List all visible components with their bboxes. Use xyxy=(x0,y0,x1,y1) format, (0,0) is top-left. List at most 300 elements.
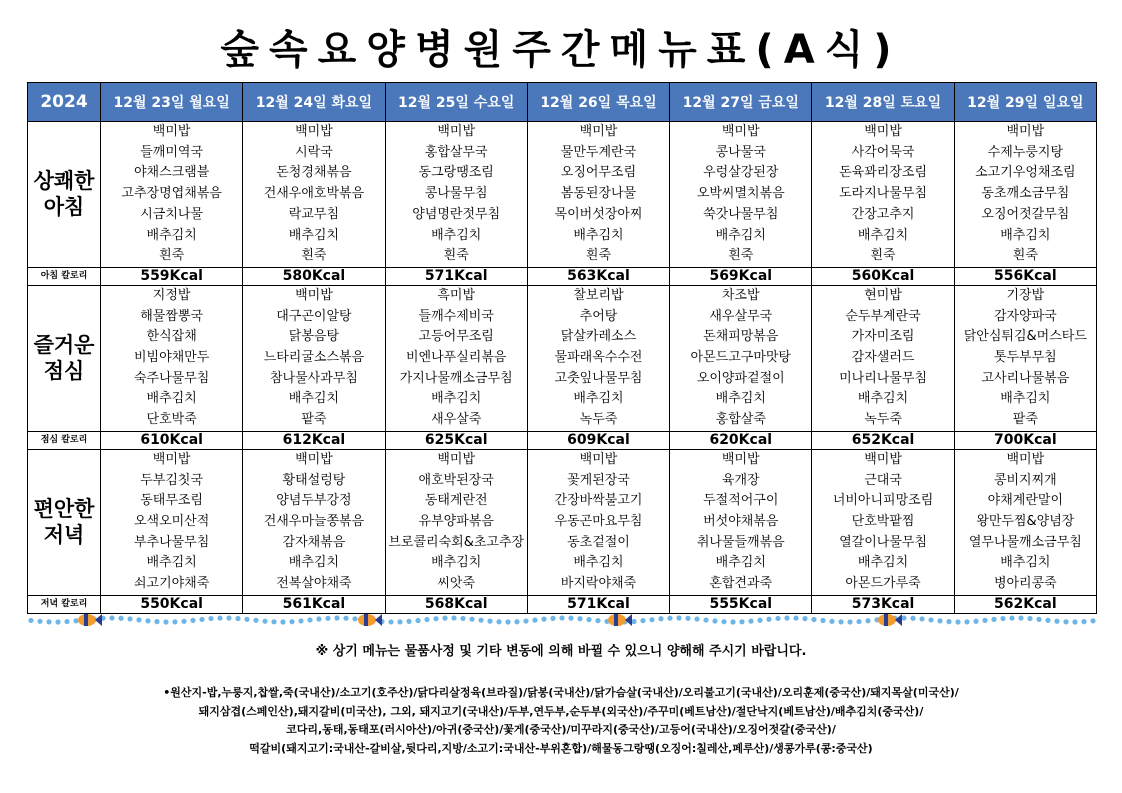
bubble-dot xyxy=(316,616,321,621)
dish-item: 닭안심튀김&머스타드 xyxy=(963,329,1087,345)
day-header: 12월 24일 화요일 xyxy=(243,83,385,122)
bubble-dot xyxy=(514,619,519,624)
bubble-dot xyxy=(541,617,546,622)
day-menu-cell xyxy=(101,449,243,595)
bubble-dot xyxy=(307,617,312,622)
bubble-dot xyxy=(154,619,159,624)
bubble-dot xyxy=(118,616,123,621)
dish-item: 흰죽 xyxy=(443,248,469,264)
dish-item: 고춧잎나물무침 xyxy=(554,370,643,386)
dish-item: 배추김치 xyxy=(288,391,340,407)
calorie-value: 561Kcal xyxy=(243,595,385,613)
calorie-value: 580Kcal xyxy=(243,267,385,285)
dish-item: 부추나물무침 xyxy=(133,534,210,550)
bubble-dot xyxy=(829,619,834,624)
bubble-dot xyxy=(1054,619,1059,624)
bubble-dot xyxy=(694,616,699,621)
bubble-dot xyxy=(901,615,906,620)
fish-icon xyxy=(608,614,632,626)
dish-item: 배추김치 xyxy=(1000,555,1051,571)
day-menu-cell xyxy=(954,449,1096,595)
bubble-dot xyxy=(433,616,438,621)
bubble-dot xyxy=(523,618,528,623)
dish-item: 녹두죽 xyxy=(864,412,902,428)
dish-item: 백미밥 xyxy=(1006,451,1045,467)
day-header: 12월 26일 목요일 xyxy=(527,83,669,122)
bubble-dot xyxy=(676,615,681,620)
dish-item: 닭살카레소스 xyxy=(560,329,637,345)
meal-label xyxy=(28,449,101,595)
dish-item: 차조밥 xyxy=(721,287,760,303)
bubble-dot xyxy=(280,619,285,624)
bubble-dot xyxy=(748,619,753,624)
dish-item: 숙주나물무침 xyxy=(133,370,210,386)
meal-row xyxy=(28,449,1097,595)
bubble-dot xyxy=(550,616,555,621)
dish-item: 열갈이나물무침 xyxy=(839,534,927,550)
dish-item: 배추김치 xyxy=(431,391,482,407)
bubble-dot xyxy=(919,616,924,621)
calorie-value: 612Kcal xyxy=(243,431,385,449)
bubble-dot xyxy=(721,619,726,624)
dish-item: 백미밥 xyxy=(721,124,760,139)
bubble-dot xyxy=(712,618,717,623)
day-menu-cell xyxy=(670,285,812,431)
dish-item: 근대국 xyxy=(864,472,902,488)
bubble-dot xyxy=(334,615,339,620)
dish-item: 가지나물깨소금무침 xyxy=(399,370,513,386)
bubble-dot xyxy=(73,618,78,623)
bubble-dot xyxy=(532,618,537,623)
dish-item: 혼합견과죽 xyxy=(709,576,773,592)
calorie-value: 620Kcal xyxy=(670,431,812,449)
calorie-label: 점심 칼로리 xyxy=(28,431,101,449)
meal-label xyxy=(28,122,101,268)
bubble-dot xyxy=(37,619,42,624)
bubble-dot xyxy=(865,618,870,623)
bubble-dot xyxy=(262,619,267,624)
bubble-dot xyxy=(424,617,429,622)
bubble-dot xyxy=(199,617,204,622)
bubble-dot xyxy=(163,619,168,624)
dish-item: 백미밥 xyxy=(1006,124,1045,139)
meal-label-line: 점심 xyxy=(43,359,85,384)
day-menu-cell xyxy=(812,122,954,268)
dish-item: 고추장명엽채볶음 xyxy=(121,186,222,202)
bubble-dot xyxy=(208,616,213,621)
bubble-dot xyxy=(847,619,852,624)
calorie-value: 573Kcal xyxy=(812,595,954,613)
day-menu-cell xyxy=(385,122,527,268)
dish-item: 백미밥 xyxy=(295,124,333,139)
dish-item: 동초겉절이 xyxy=(567,534,630,550)
dish-item: 감자양파국 xyxy=(993,308,1057,324)
bubble-dot xyxy=(64,619,69,624)
fish-icon xyxy=(78,614,102,626)
dish-item: 씨앗죽 xyxy=(437,576,476,592)
bubble-dot xyxy=(469,617,474,622)
day-menu-cell xyxy=(670,122,812,268)
bubble-dot xyxy=(973,619,978,624)
dish-item: 해물짬뽕국 xyxy=(140,308,204,324)
bubble-dot xyxy=(343,616,348,621)
origin-line: •원산지-밥,누룽지,찹쌀,죽(국내산)/소고기(호주산)/닭다리살정육(브라질)/닭봉(국내산)/닭가슴살(국내산)/오리불고기(국내산)/오리훈제(중국산)/돼지목살(미국산)/ xyxy=(163,686,959,699)
dish-item: 흰죽 xyxy=(585,248,612,264)
bubble-dot xyxy=(460,616,465,621)
calorie-value: 568Kcal xyxy=(385,595,527,613)
bubble-dot xyxy=(595,618,600,623)
dish-item: 한식잡채 xyxy=(146,329,197,345)
bubble-dot xyxy=(802,616,807,621)
dish-item: 흰죽 xyxy=(301,248,327,264)
dish-item: 배추김치 xyxy=(288,555,340,571)
dish-item: 흰죽 xyxy=(1012,248,1038,264)
bubble-dot xyxy=(577,616,582,621)
bubble-dot xyxy=(1036,617,1041,622)
dish-item: 홍합살무국 xyxy=(424,144,488,160)
dish-item: 팥죽 xyxy=(1012,412,1038,428)
bubble-dot xyxy=(1027,616,1032,621)
dish-item: 배추김치 xyxy=(573,391,624,407)
dish-item: 새우살죽 xyxy=(431,412,482,428)
bubble-dot xyxy=(955,619,960,624)
day-header: 12월 25일 수요일 xyxy=(385,83,527,122)
bubble-dot xyxy=(352,616,357,621)
dish-item: 백미밥 xyxy=(864,124,902,139)
day-menu-cell xyxy=(527,285,669,431)
bubble-dot xyxy=(109,615,114,620)
dish-item: 배추김치 xyxy=(431,227,482,243)
dish-item: 현미밥 xyxy=(864,287,902,303)
dish-item: 흰죽 xyxy=(728,248,754,264)
dish-item: 시락국 xyxy=(295,144,333,160)
dish-item: 물만두계란국 xyxy=(560,144,637,160)
dish-item: 양념두부강정 xyxy=(276,493,352,509)
dish-item: 배추김치 xyxy=(288,227,340,243)
bubble-dot xyxy=(793,615,798,620)
day-menu-cell xyxy=(670,449,812,595)
meal-label-line: 상쾌한 xyxy=(33,169,95,194)
dish-item: 배추김치 xyxy=(573,555,624,571)
dish-item: 백미밥 xyxy=(579,451,618,467)
bubble-dot xyxy=(253,618,258,623)
calorie-label: 저녁 칼로리 xyxy=(28,595,101,613)
dish-item: 찰보리밥 xyxy=(573,287,624,303)
day-header: 12월 27일 금요일 xyxy=(670,83,812,122)
calorie-value: 700Kcal xyxy=(954,431,1096,449)
dish-item: 비빔야채만두 xyxy=(133,350,210,366)
dish-item: 기장밥 xyxy=(1006,287,1045,303)
bubble-dot xyxy=(235,616,240,621)
meal-row xyxy=(28,285,1097,431)
calorie-label: 아침 칼로리 xyxy=(28,267,101,285)
calorie-row xyxy=(28,431,1097,449)
bubble-dot xyxy=(946,619,951,624)
bubble-dot xyxy=(127,616,132,621)
dish-item: 왕만두찜&양념장 xyxy=(976,513,1075,529)
meal-row xyxy=(28,122,1097,268)
dish-item: 봄동된장나물 xyxy=(560,186,637,202)
dish-item: 오이양파겉절이 xyxy=(696,370,785,386)
dish-item: 배추김치 xyxy=(1000,391,1051,407)
bubble-dot xyxy=(1090,618,1095,623)
dish-item: 대구곤이알탕 xyxy=(276,308,352,324)
bubble-dot xyxy=(775,616,780,621)
bubble-dot xyxy=(217,615,222,620)
calorie-value: 610Kcal xyxy=(101,431,243,449)
dish-item: 돈육꽈리장조림 xyxy=(839,165,927,181)
calorie-value: 559Kcal xyxy=(101,267,243,285)
calorie-value: 652Kcal xyxy=(812,431,954,449)
dish-item: 동태계란전 xyxy=(424,493,488,509)
bubble-dot xyxy=(181,619,186,624)
header-row xyxy=(28,83,1097,122)
dish-item: 시금치나물 xyxy=(140,206,204,222)
bubble-dot xyxy=(415,618,420,623)
bubble-dot xyxy=(496,619,501,624)
day-menu-cell xyxy=(954,285,1096,431)
day-header: 12월 29일 일요일 xyxy=(954,83,1096,122)
bubble-dot xyxy=(640,618,645,623)
dish-item: 아몬드고구마맛탕 xyxy=(690,350,791,366)
dish-item: 열무나물깨소금무침 xyxy=(968,534,1082,550)
dish-item: 흰죽 xyxy=(159,248,185,264)
bubble-dot xyxy=(928,617,933,622)
bubble-dot xyxy=(784,615,789,620)
dish-item: 우동곤마요무침 xyxy=(554,513,643,529)
dish-item: 배추김치 xyxy=(146,227,197,243)
dish-item: 도라지나물무침 xyxy=(839,186,927,202)
dish-item: 배추김치 xyxy=(573,227,624,243)
dish-item: 쇠고기야채죽 xyxy=(133,576,210,592)
bubble-dot xyxy=(244,617,249,622)
day-header: 12월 28일 토요일 xyxy=(812,83,954,122)
dish-item: 바지락야채죽 xyxy=(560,576,637,592)
dish-item: 락교무침 xyxy=(288,206,340,222)
meal-label-line: 즐거운 xyxy=(33,333,95,358)
dish-item: 오징어무조림 xyxy=(560,165,637,181)
dish-item: 단호박죽 xyxy=(146,412,197,428)
dish-item: 배추김치 xyxy=(857,227,909,243)
dish-item: 백미밥 xyxy=(437,451,476,467)
bubble-dot xyxy=(28,618,33,623)
calorie-value: 563Kcal xyxy=(527,267,669,285)
dish-item: 순두부계란국 xyxy=(845,308,921,324)
dish-item: 지정밥 xyxy=(152,287,191,303)
calorie-value: 562Kcal xyxy=(954,595,1096,613)
bubble-dot xyxy=(1045,618,1050,623)
dish-item: 비엔나푸실리볶음 xyxy=(405,350,507,366)
fish-icon xyxy=(878,614,902,626)
bubble-dot xyxy=(631,619,636,624)
dish-item: 감자샐러드 xyxy=(851,350,915,366)
origin-line: 돼지삼겹(스페인산),돼지갈비(미국산), 그외, 돼지고기(국내산)/두부,연두부,순두부(외국산)/주꾸미(베트남산)/절단낙지(베트남산)/배추김치(중국산)/ xyxy=(198,704,924,718)
dish-item: 새우살무국 xyxy=(709,308,773,324)
bubble-dot xyxy=(172,619,177,624)
day-header: 12월 23일 월요일 xyxy=(101,83,243,122)
fish-icon xyxy=(358,614,382,626)
dish-item: 닭봉음탕 xyxy=(288,329,340,345)
bubble-dot xyxy=(811,617,816,622)
bubble-dot xyxy=(667,616,672,621)
dish-item: 두절적어구이 xyxy=(703,493,779,509)
bubble-dot xyxy=(190,618,195,623)
bubble-dot xyxy=(649,617,654,622)
day-menu-cell xyxy=(243,122,385,268)
dish-item: 콩비지찌개 xyxy=(993,472,1057,488)
dish-item: 감자채볶음 xyxy=(282,534,346,550)
meal-label-line: 아침 xyxy=(43,195,85,220)
dish-item: 배추김치 xyxy=(715,227,766,243)
bubble-dot xyxy=(505,619,510,624)
day-menu-cell xyxy=(243,449,385,595)
calorie-row xyxy=(28,267,1097,285)
bubble-dot xyxy=(1018,615,1023,620)
dish-item: 목이버섯장아찌 xyxy=(554,206,643,222)
dish-item: 톳두부무침 xyxy=(993,350,1057,366)
meal-label-line: 편안한 xyxy=(33,497,95,522)
dish-item: 배추김치 xyxy=(857,555,909,571)
dish-item: 소고기우엉채조림 xyxy=(975,165,1076,181)
bubble-dot xyxy=(838,619,843,624)
bubble-dot xyxy=(757,618,762,623)
bubble-dot xyxy=(937,618,942,623)
bubble-dot xyxy=(271,619,276,624)
meal-label-line: 저녁 xyxy=(43,523,85,548)
dish-item: 아몬드가루죽 xyxy=(845,576,921,592)
dish-item: 백미밥 xyxy=(152,451,191,467)
calorie-row xyxy=(28,595,1097,613)
dish-item: 배추김치 xyxy=(146,391,197,407)
dish-item: 사각어묵국 xyxy=(851,144,915,160)
day-menu-cell xyxy=(527,449,669,595)
bubble-dot xyxy=(1009,615,1014,620)
dish-item: 애호박된장국 xyxy=(418,472,494,488)
dish-item: 동그랑땡조림 xyxy=(418,165,494,181)
bubble-dot xyxy=(325,616,330,621)
dish-item: 배추김치 xyxy=(146,555,197,571)
dish-item: 물파래옥수수전 xyxy=(554,350,643,366)
bubble-dot xyxy=(397,619,402,624)
bubble-dot xyxy=(226,615,231,620)
dish-item: 단호박팥찜 xyxy=(851,513,915,529)
bubble-dot xyxy=(730,619,735,624)
dish-item: 육개장 xyxy=(721,472,760,488)
dish-item: 야채스크램블 xyxy=(133,165,210,181)
dish-item: 두부김칫국 xyxy=(140,472,204,488)
bubble-dot xyxy=(145,618,150,623)
dish-item: 백미밥 xyxy=(295,287,333,303)
dish-item: 버섯야채볶음 xyxy=(703,513,779,529)
bubble-dot xyxy=(820,618,825,623)
dish-item: 백미밥 xyxy=(721,451,760,467)
dish-item: 고등어무조림 xyxy=(418,329,494,345)
bubble-dot xyxy=(1081,619,1086,624)
dish-item: 배추김치 xyxy=(1000,227,1051,243)
dish-item: 오징어젓갈무침 xyxy=(981,206,1070,222)
dish-item: 오색오미산적 xyxy=(133,513,210,529)
dish-item: 참나물사과무침 xyxy=(269,370,358,386)
day-menu-cell xyxy=(812,449,954,595)
dish-item: 백미밥 xyxy=(579,124,618,139)
dish-item: 간장바싹불고기 xyxy=(554,493,643,509)
dish-item: 흑미밥 xyxy=(437,287,476,303)
bubble-dot xyxy=(298,618,303,623)
dish-item: 오박씨멸치볶음 xyxy=(696,186,785,202)
day-menu-cell xyxy=(385,449,527,595)
dish-item: 건새우마늘쫑볶음 xyxy=(263,513,365,529)
dish-item: 황태설렁탕 xyxy=(282,472,346,488)
dish-item: 돈청경채볶음 xyxy=(276,165,352,181)
dish-item: 추어탕 xyxy=(579,308,618,324)
meal-label xyxy=(28,285,101,431)
bubble-dot xyxy=(1063,619,1068,624)
calorie-value: 569Kcal xyxy=(670,267,812,285)
dish-item: 유부양파볶음 xyxy=(418,513,494,529)
calorie-value: 625Kcal xyxy=(385,431,527,449)
bubble-dot xyxy=(568,616,573,621)
dish-item: 콩나물국 xyxy=(715,144,766,160)
year-cell: 2024 xyxy=(28,83,101,122)
dish-item: 간장고추지 xyxy=(851,206,915,222)
dish-item: 백미밥 xyxy=(437,124,476,139)
calorie-value: 550Kcal xyxy=(101,595,243,613)
bubble-dot xyxy=(739,619,744,624)
bubble-dot xyxy=(856,619,861,624)
dish-item: 너비아니피망조림 xyxy=(832,493,934,509)
dish-item: 배추김치 xyxy=(715,555,766,571)
bubble-dot xyxy=(559,615,564,620)
dish-item: 동태무조림 xyxy=(140,493,204,509)
dish-item: 고사리나물볶음 xyxy=(981,370,1070,386)
bubble-dot xyxy=(442,616,447,621)
bubble-dot xyxy=(406,619,411,624)
dish-item: 돈채피망볶음 xyxy=(703,329,779,345)
bubble-dot xyxy=(658,616,663,621)
dish-item: 녹두죽 xyxy=(579,412,618,428)
dish-item: 느타리굴소스볶음 xyxy=(263,350,365,366)
dish-item: 양념명란젓무침 xyxy=(412,206,501,222)
bubble-dot xyxy=(982,618,987,623)
calorie-value: 609Kcal xyxy=(527,431,669,449)
bubble-dot xyxy=(388,619,393,624)
calorie-value: 556Kcal xyxy=(954,267,1096,285)
bubble-dot xyxy=(1000,616,1005,621)
weekly-menu-table xyxy=(27,82,1097,614)
bubble-dot xyxy=(1072,619,1077,624)
dish-item: 들깨미역국 xyxy=(140,144,204,160)
dish-item: 쑥갓나물무침 xyxy=(703,206,779,222)
dish-item: 동초깨소금무침 xyxy=(981,186,1070,202)
dish-item: 우렁살강된장 xyxy=(703,165,779,181)
dish-item: 브로콜리숙회&초고추장 xyxy=(388,534,525,550)
bubble-dot xyxy=(289,619,294,624)
notice-text: ※ 상기 메뉴는 물품사정 및 기타 변동에 의해 바뀔 수 있으니 양해해 주시기 바랍니다. xyxy=(315,644,807,659)
day-menu-cell xyxy=(385,285,527,431)
dish-item: 배추김치 xyxy=(857,391,909,407)
bubble-dot xyxy=(487,619,492,624)
dish-item: 병아리콩죽 xyxy=(993,576,1057,592)
bubble-dot xyxy=(991,617,996,622)
dish-item: 취나물들깨볶음 xyxy=(696,534,785,550)
dish-item: 건새우애호박볶음 xyxy=(263,186,365,202)
dish-item: 백미밥 xyxy=(152,124,191,139)
bubble-dot xyxy=(910,616,915,621)
bubble-dot xyxy=(703,617,708,622)
day-menu-cell xyxy=(527,122,669,268)
dish-item: 팥죽 xyxy=(301,412,327,428)
bubble-dot xyxy=(586,617,591,622)
